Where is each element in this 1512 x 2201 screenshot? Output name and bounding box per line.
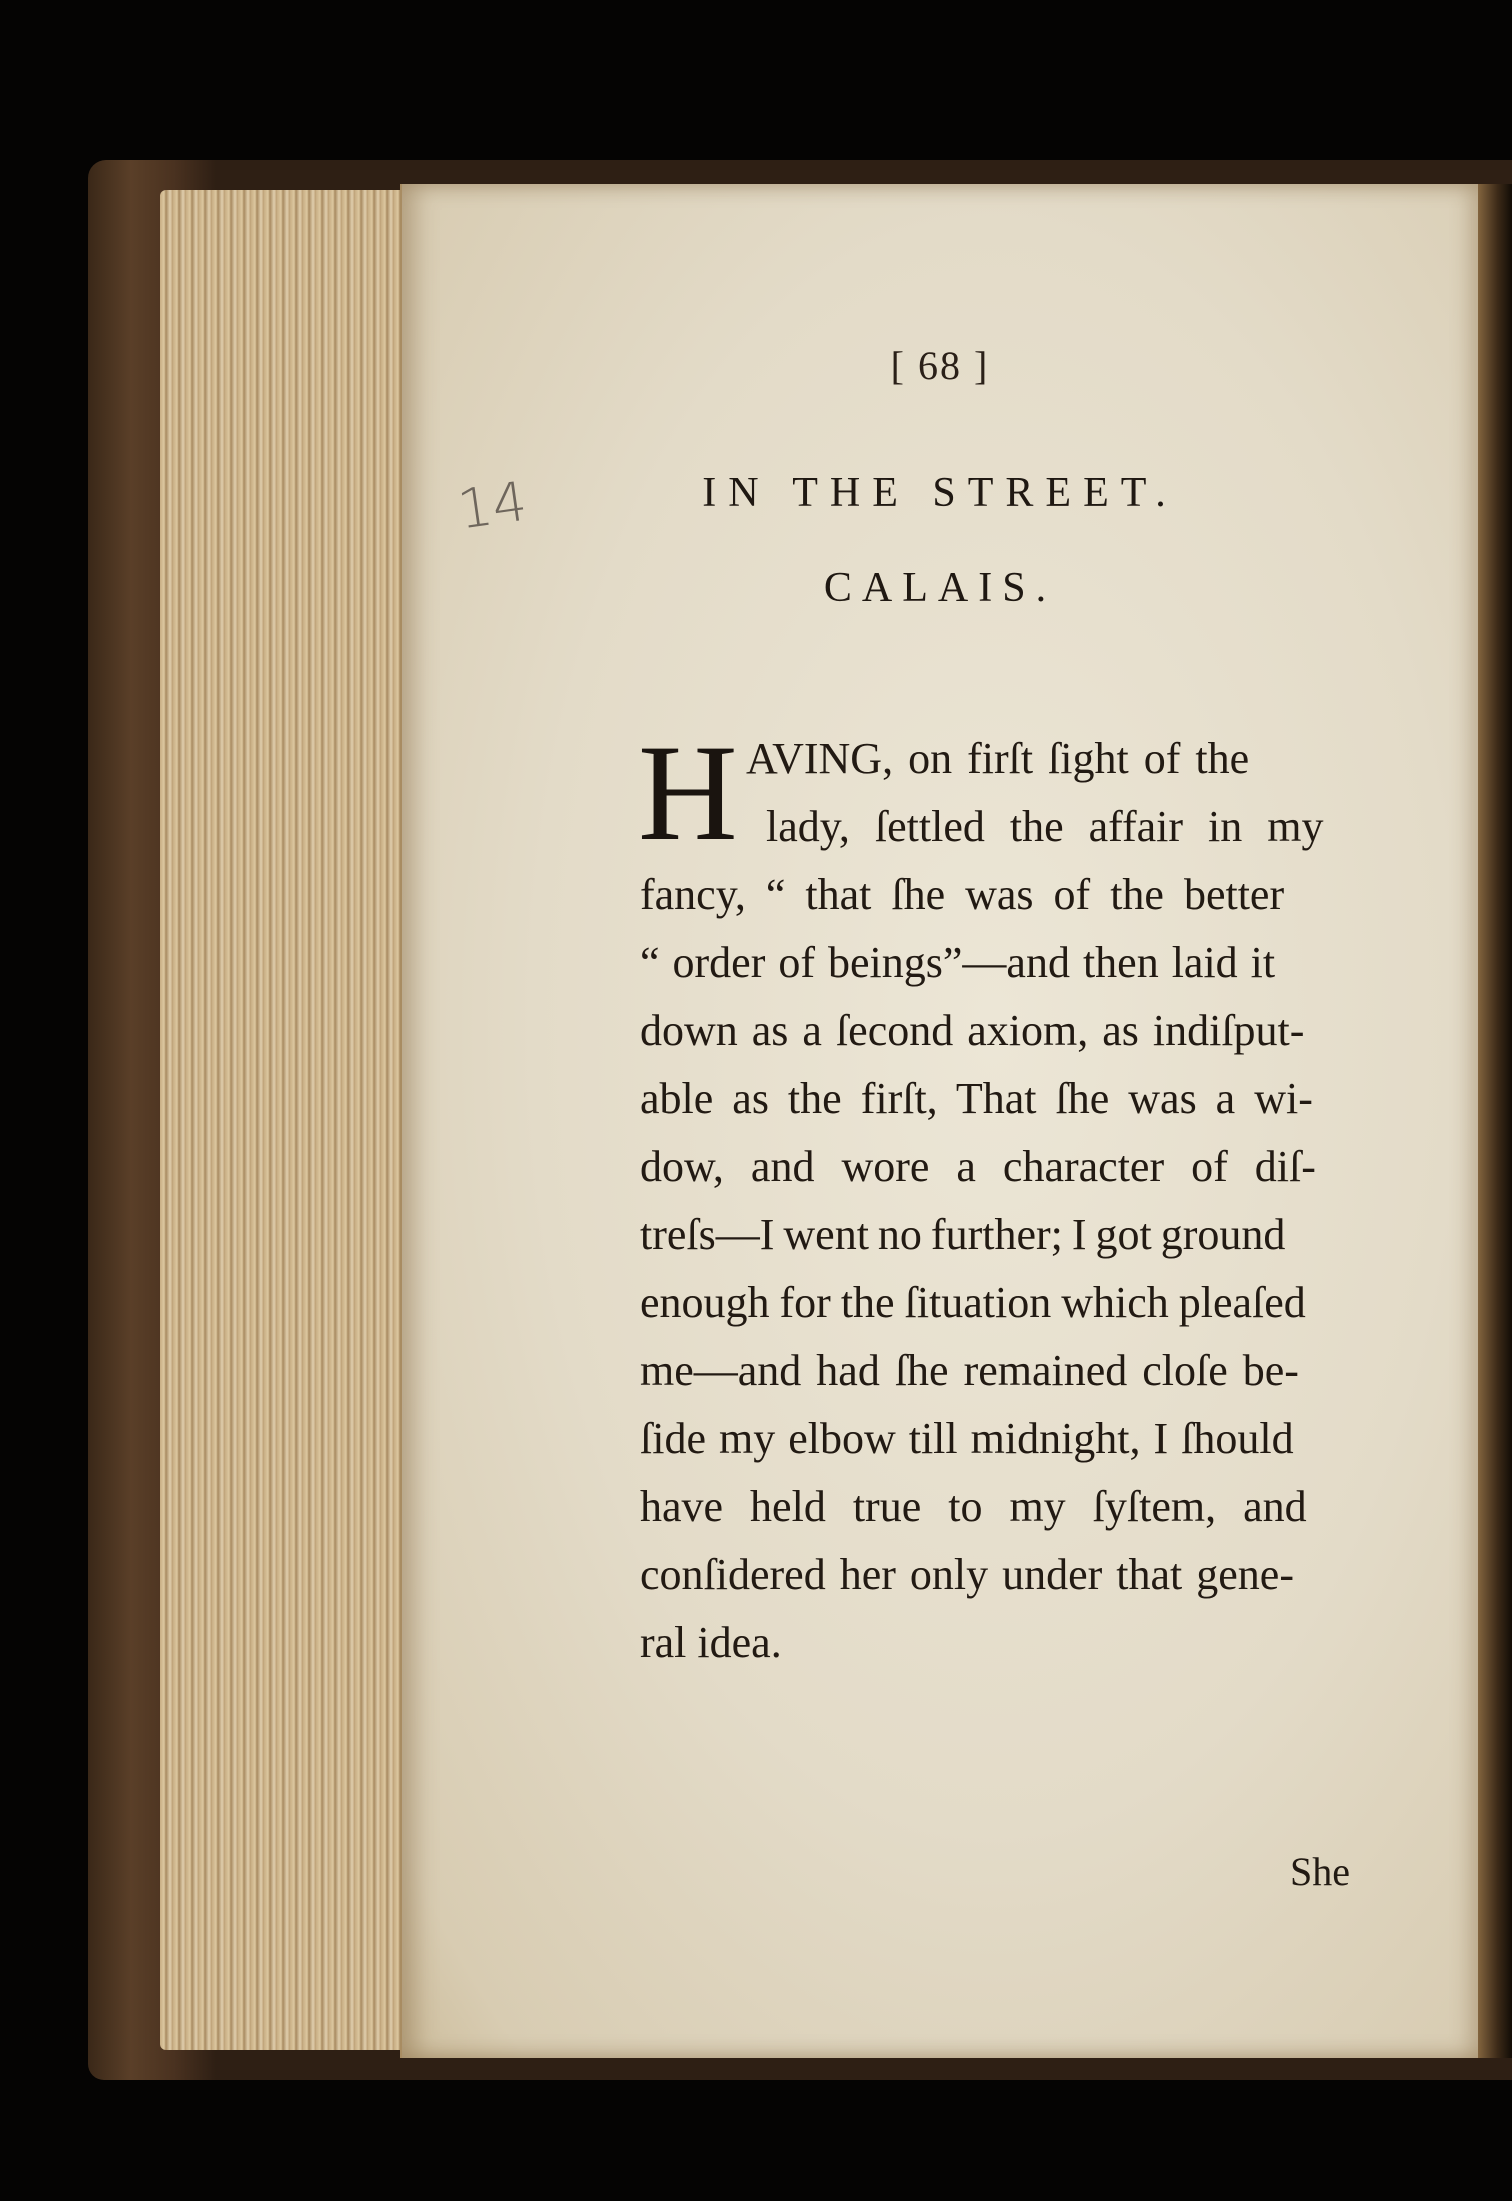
chapter-subtitle: CALAIS.: [823, 565, 1057, 611]
text-line: ral idea.: [640, 1618, 782, 1667]
page-edges: [160, 190, 410, 2050]
chapter-title: IN THE STREET.: [702, 470, 1178, 516]
text-line: able as the firſt, That ſhe was a wi-: [640, 1074, 1313, 1123]
text-line: treſs—I went no further; I got ground: [640, 1210, 1286, 1259]
book-page: [400, 184, 1478, 2058]
text-line: ſide my elbow till midnight, I ſhould: [640, 1414, 1294, 1463]
text-line: “ order of beings”—and then laid it: [640, 938, 1276, 987]
text-line: lady, ſettled the affair in my: [766, 802, 1324, 851]
page-number: [ 68 ]: [890, 343, 990, 388]
book-gutter: [1476, 184, 1512, 2058]
text-line: conſidered her only under that gene-: [640, 1550, 1294, 1599]
drop-cap: H: [638, 716, 738, 869]
text-line: fancy, “ that ſhe was of the better: [640, 870, 1285, 919]
text-line: me—and had ſhe remained cloſe be-: [640, 1346, 1299, 1395]
text-line: down as a ſecond axiom, as indiſput-: [640, 1006, 1305, 1055]
text-line: AVING, on firſt ſight of the: [746, 734, 1250, 783]
margin-annotation: 14: [453, 469, 531, 542]
text-line: have held true to my ſyſtem, and: [640, 1482, 1307, 1531]
catchword: She: [1290, 1849, 1350, 1894]
text-line: enough for the ſituation which pleaſed: [640, 1278, 1306, 1327]
text-line: dow, and wore a character of diſ-: [640, 1142, 1316, 1191]
